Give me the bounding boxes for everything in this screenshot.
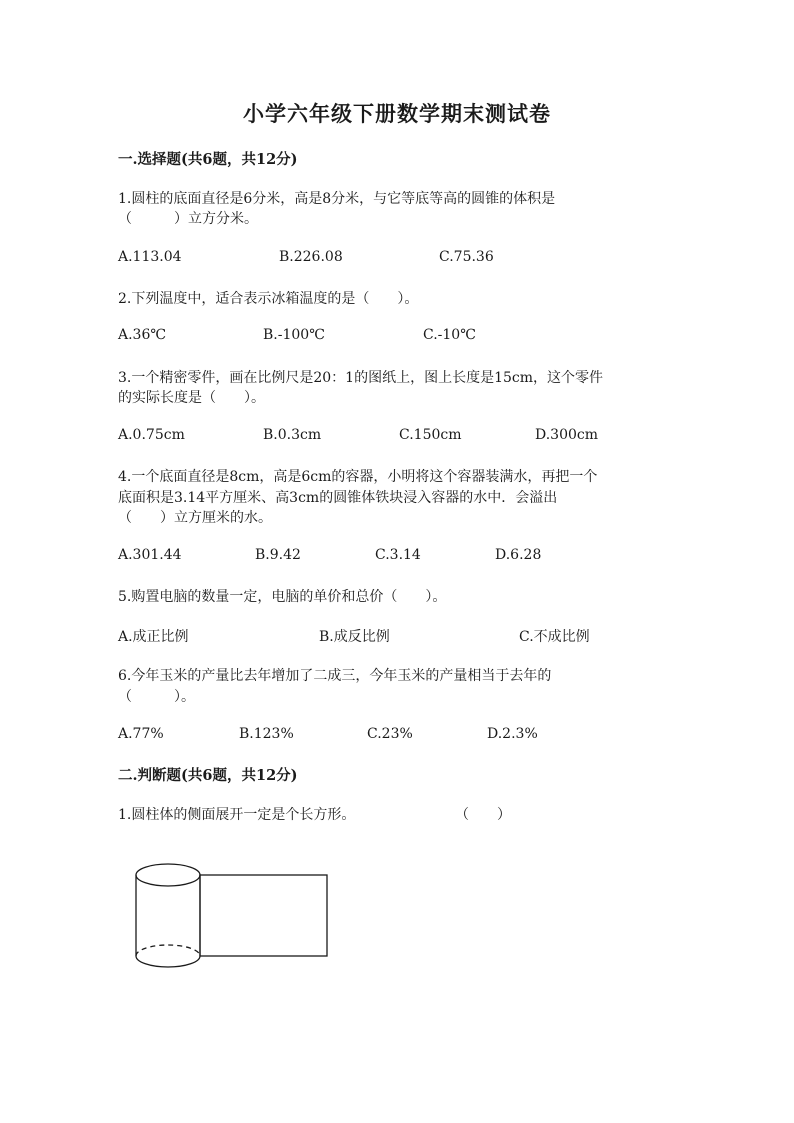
question-2-option-c: C.-10℃ xyxy=(423,327,476,343)
question-4-line-1: 4.一个底面直径是8cm，高是6cm的容器，小明将这个容器装满水，再把一个 xyxy=(118,469,598,485)
judgement-question-1-text: 1.圆柱体的侧面展开一定是个长方形。 xyxy=(118,807,356,823)
question-4-option-a: A.301.44 xyxy=(118,547,182,563)
question-4-line-2: 底面积是3.14平方厘米、高3cm的圆锥体铁块浸入容器的水中．会溢出 xyxy=(118,490,558,506)
cylinder-net-diagram xyxy=(128,858,338,978)
question-2-line-1: 2.下列温度中，适合表示冰箱温度的是（ ）。 xyxy=(118,291,419,307)
question-4-option-b: B.9.42 xyxy=(255,547,301,563)
page-title: 小学六年级下册数学期末测试卷 xyxy=(243,101,551,126)
question-4-line-3: （ ）立方厘米的水。 xyxy=(118,510,272,526)
unrolled-rectangle xyxy=(200,875,327,956)
question-2-option-a: A.36℃ xyxy=(118,327,167,343)
question-6-option-d: D.2.3% xyxy=(487,726,538,742)
question-3-option-b: B.0.3cm xyxy=(263,427,322,443)
question-5-option-b: B.成反比例 xyxy=(319,629,390,645)
question-5-option-c: C.不成比例 xyxy=(519,629,590,645)
question-6-line-2: （ ）。 xyxy=(118,689,195,705)
judgement-question-1-blank: （ ） xyxy=(455,807,511,823)
question-3-line-1: 3.一个精密零件，画在比例尺是20：1的图纸上，图上长度是15cm，这个零件 xyxy=(118,370,604,386)
question-5-option-a: A.成正比例 xyxy=(118,629,189,645)
question-6-line-1: 6.今年玉米的产量比去年增加了二成三，今年玉米的产量相当于去年的 xyxy=(118,668,552,684)
question-3-option-a: A.0.75cm xyxy=(118,427,185,443)
question-1-option-b: B.226.08 xyxy=(279,249,343,265)
question-3-option-d: D.300cm xyxy=(535,427,599,443)
question-3-option-c: C.150cm xyxy=(399,427,462,443)
cylinder-top-ellipse xyxy=(136,864,200,886)
section-heading-judgement: 二.判断题(共6题，共12分) xyxy=(118,767,298,784)
question-4-option-d: D.6.28 xyxy=(495,547,542,563)
question-5-line-1: 5.购置电脑的数量一定，电脑的单价和总价（ ）。 xyxy=(118,589,447,605)
question-1-option-a: A.113.04 xyxy=(118,249,182,265)
question-4-option-c: C.3.14 xyxy=(375,547,421,563)
question-1-line-1: 1.圆柱的底面直径是6分米，高是8分米，与它等底等高的圆锥的体积是 xyxy=(118,191,556,207)
question-1-option-c: C.75.36 xyxy=(439,249,494,265)
question-6-option-a: A.77% xyxy=(118,726,164,742)
question-6-option-b: B.123% xyxy=(239,726,294,742)
cylinder-bottom-hidden-arc xyxy=(136,945,200,956)
question-3-line-2: 的实际长度是（ ）。 xyxy=(118,390,265,406)
cylinder-bottom-front-arc xyxy=(136,956,200,967)
section-heading-choice: 一.选择题(共6题，共12分) xyxy=(118,151,298,168)
question-2-option-b: B.-100℃ xyxy=(263,327,325,343)
question-1-line-2: （ ）立方分米。 xyxy=(118,211,258,227)
question-6-option-c: C.23% xyxy=(367,726,413,742)
